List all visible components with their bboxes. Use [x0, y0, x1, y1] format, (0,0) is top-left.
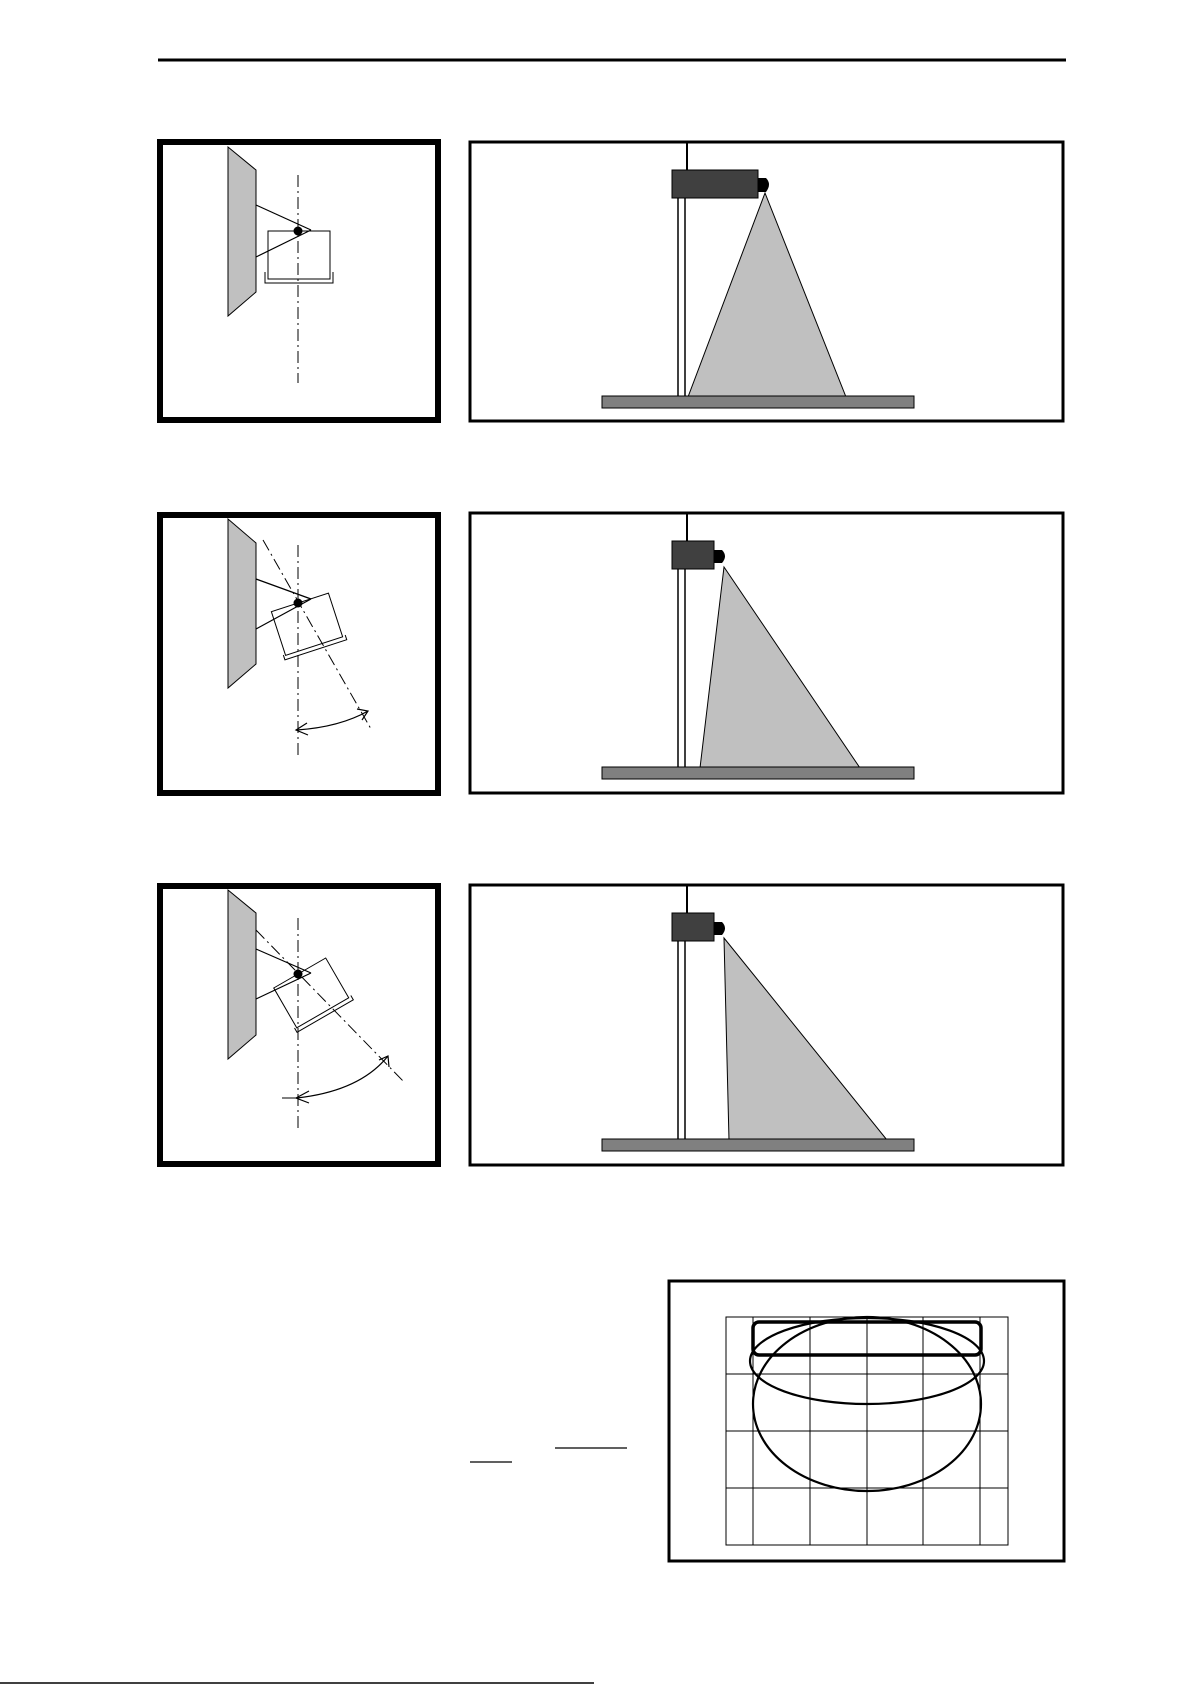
- floor-plate: [602, 767, 914, 779]
- pivot-point: [294, 227, 303, 236]
- camera-body: [672, 541, 714, 569]
- floor-plate: [602, 1139, 914, 1151]
- lamp-head: [714, 550, 725, 563]
- top-view-panel-3: [160, 886, 438, 1164]
- camera-body: [672, 170, 758, 198]
- side-view-panel-2: [470, 513, 1063, 793]
- pivot-point: [294, 970, 303, 979]
- wall-plate: [228, 147, 256, 316]
- lamp-head: [758, 178, 769, 192]
- wall-plate: [228, 890, 256, 1059]
- figure-row-1: [160, 142, 1063, 421]
- light-pattern-figure: [669, 1281, 1064, 1561]
- wall-plate: [228, 519, 256, 688]
- top-view-panel-1: [160, 142, 438, 420]
- side-view-panel-1: [470, 142, 1063, 421]
- figure-row-3: [160, 885, 1063, 1165]
- top-view-panel-2: [160, 515, 438, 793]
- camera-body: [672, 913, 714, 941]
- pivot-point: [294, 599, 303, 608]
- side-view-panel-3: [470, 885, 1063, 1165]
- lamp-head: [714, 922, 725, 935]
- figure-row-2: [160, 513, 1063, 793]
- floor-plate: [602, 396, 914, 408]
